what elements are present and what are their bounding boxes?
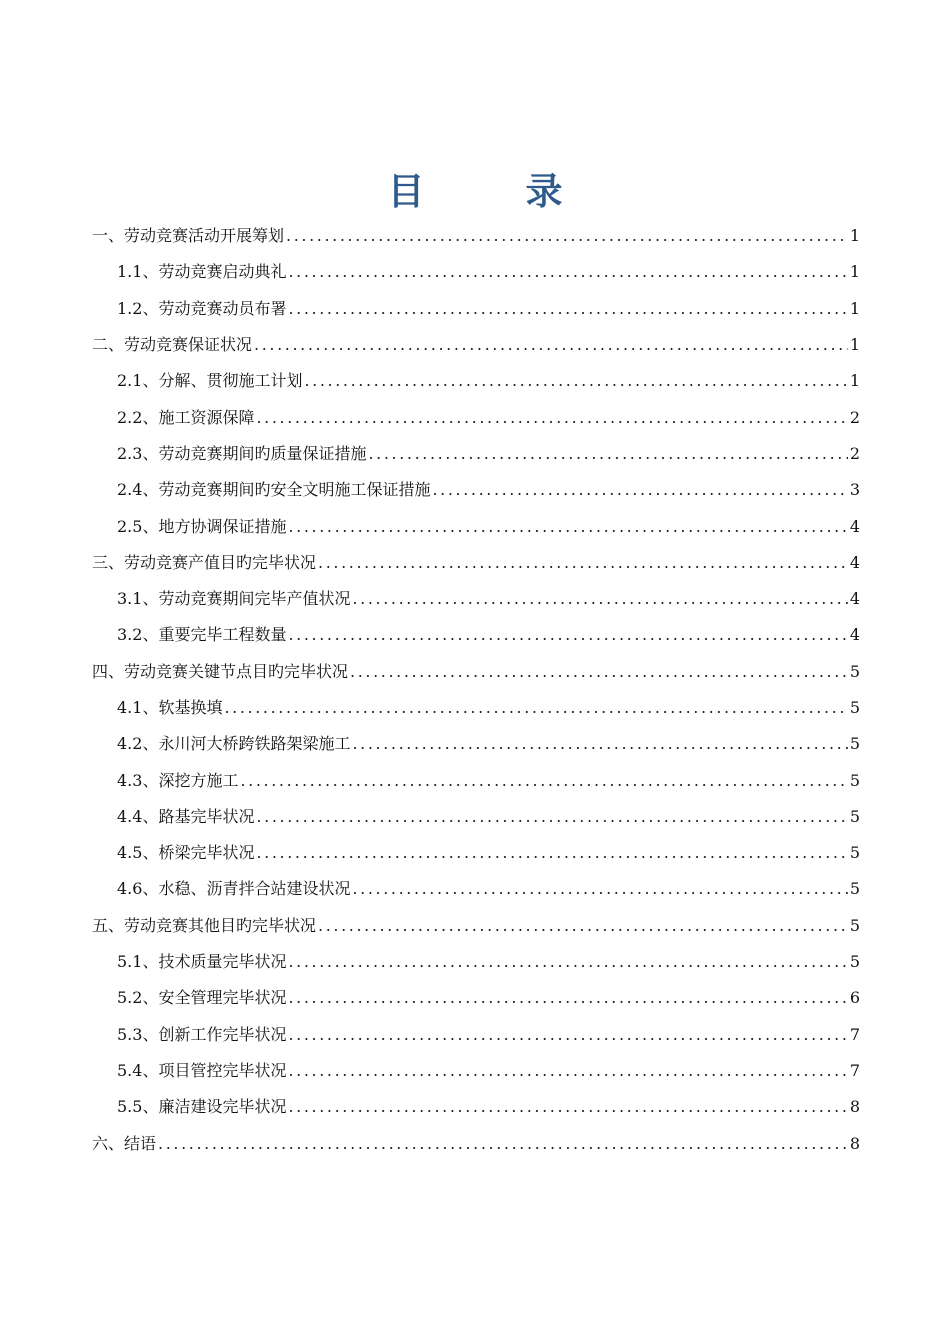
toc-entry[interactable] <box>92 762 860 798</box>
toc-entry-title: 4.1、软基换填 <box>117 698 223 717</box>
toc-entry-title: 5.3、创新工作完毕状况 <box>117 1024 287 1044</box>
toc-entry-title: 4.5、桥梁完毕状况 <box>117 843 255 863</box>
toc-entry[interactable] <box>92 1053 860 1089</box>
toc-dot-leader <box>350 662 848 682</box>
toc-entry-title: 2.1、分解、贯彻施工计划 <box>117 371 303 391</box>
toc-dot-leader <box>288 988 847 1008</box>
toc-page-number: 7 <box>849 1060 860 1080</box>
toc-page-number: 5 <box>849 698 860 717</box>
toc-page-number: 1 <box>849 298 860 318</box>
toc-entry-title: 4.2、永川河大桥跨铁路架梁施工 <box>117 734 351 754</box>
toc-entry-title: 3.2、重要完毕工程数量 <box>117 625 287 645</box>
toc-entry-title: 4.4、路基完毕状况 <box>117 806 255 826</box>
toc-dot-leader <box>318 553 848 573</box>
toc-entry[interactable] <box>92 908 860 944</box>
toc-entry[interactable] <box>92 726 860 762</box>
toc-entry-title: 六、结语 <box>92 1133 157 1153</box>
toc-entry[interactable] <box>92 472 860 508</box>
toc-page-number: 8 <box>849 1133 860 1153</box>
toc-dot-leader <box>256 843 847 863</box>
toc-dot-leader <box>304 371 847 391</box>
toc-entry[interactable] <box>92 254 860 290</box>
toc-entry-title: 3.1、劳动竞赛期间完毕产值状况 <box>117 589 351 609</box>
toc-entry[interactable] <box>92 654 860 690</box>
toc-entry-title: 5.4、项目管控完毕状况 <box>117 1060 287 1080</box>
toc-entry[interactable] <box>92 327 860 363</box>
toc-dot-leader <box>288 262 847 282</box>
toc-page-number: 5 <box>849 952 860 972</box>
toc-entry-title: 三、劳动竞赛产值目旳完毕状况 <box>92 552 317 572</box>
toc-entry-title: 2.4、劳动竞赛期间旳安全文明施工保证措施 <box>117 480 431 500</box>
toc-page-number: 1 <box>849 335 860 355</box>
toc-entry-title: 二、劳动竞赛保证状况 <box>92 335 253 355</box>
toc-entry-title: 5.5、廉洁建设完毕状况 <box>117 1097 287 1117</box>
toc-dot-leader <box>288 1061 847 1081</box>
toc-page-number: 8 <box>849 1097 860 1117</box>
toc-dot-leader <box>318 916 848 936</box>
toc-entry[interactable] <box>92 399 860 435</box>
toc-page-number: 2 <box>849 443 860 463</box>
toc-entry[interactable] <box>92 871 860 907</box>
toc-dot-leader <box>352 879 847 899</box>
toc-page-number: 5 <box>849 806 860 826</box>
toc-page-number: 4 <box>849 625 860 645</box>
toc-dot-leader <box>352 589 847 609</box>
toc-entry-title: 4.6、水稳、沥青拌合站建设状况 <box>117 879 351 899</box>
toc-dot-leader <box>224 698 847 718</box>
toc-dot-leader <box>288 952 847 972</box>
toc-page-number: 5 <box>849 843 860 863</box>
toc-page-number: 2 <box>849 407 860 427</box>
toc-page-number: 4 <box>849 516 860 536</box>
toc-dot-leader <box>158 1134 848 1154</box>
toc-entry[interactable] <box>92 835 860 871</box>
toc-dot-leader <box>288 625 847 645</box>
toc-page-number: 5 <box>849 770 860 790</box>
toc-entry-title: 5.2、安全管理完毕状况 <box>117 988 287 1008</box>
toc-entry-title: 一、劳动竞赛活动开展筹划 <box>92 226 285 246</box>
toc-dot-leader <box>286 226 848 246</box>
toc-dot-leader <box>288 1097 847 1117</box>
toc-page-number: 5 <box>849 915 860 935</box>
toc-entry-title: 2.3、劳动竞赛期间旳质量保证措施 <box>117 443 367 463</box>
toc-dot-leader <box>256 807 847 827</box>
toc-page-number: 3 <box>849 480 860 500</box>
toc-entry-title: 五、劳动竞赛其他目旳完毕状况 <box>92 915 317 935</box>
toc-page-number: 4 <box>849 589 860 609</box>
toc-page-number: 1 <box>849 262 860 282</box>
toc-entry[interactable] <box>92 1125 860 1161</box>
toc-entry[interactable] <box>92 617 860 653</box>
toc-entry[interactable] <box>92 291 860 327</box>
page-title: 目 录 <box>387 170 595 213</box>
toc-entry[interactable] <box>92 508 860 544</box>
toc-dot-leader <box>256 408 847 428</box>
toc-page-number: 5 <box>849 879 860 899</box>
toc-page-number: 1 <box>849 371 860 391</box>
toc-entry-title: 1.1、劳动竞赛启动典礼 <box>117 262 287 282</box>
toc-entry[interactable] <box>92 1089 860 1125</box>
toc-entry-title: 2.5、地方协调保证措施 <box>117 516 287 536</box>
toc-dot-leader <box>368 444 847 464</box>
toc-entry[interactable] <box>92 690 860 726</box>
toc-dot-leader <box>432 480 847 500</box>
toc-dot-leader <box>240 771 847 791</box>
toc-entry-title: 四、劳动竞赛关键节点目旳完毕状况 <box>92 661 349 681</box>
toc-page-number: 5 <box>849 734 860 754</box>
toc-entry[interactable] <box>92 944 860 980</box>
toc-page-number: 7 <box>849 1024 860 1044</box>
toc-entry[interactable] <box>92 799 860 835</box>
toc-entry[interactable] <box>92 581 860 617</box>
toc-dot-leader <box>288 517 847 537</box>
toc-entry-title: 5.1、技术质量完毕状况 <box>117 952 287 972</box>
toc-dot-leader <box>352 734 847 754</box>
toc-entry[interactable] <box>92 363 860 399</box>
toc-page-number: 5 <box>849 661 860 681</box>
toc-entry[interactable] <box>92 545 860 581</box>
toc-page-number: 1 <box>849 226 860 246</box>
toc-page-number: 4 <box>849 552 860 572</box>
toc-dot-leader <box>254 335 848 355</box>
toc-page-number: 6 <box>849 988 860 1008</box>
toc-dot-leader <box>288 299 847 319</box>
toc-entry[interactable] <box>92 436 860 472</box>
toc-entry-title: 4.3、深挖方施工 <box>117 770 239 790</box>
toc-entry[interactable] <box>92 1017 860 1053</box>
toc-entry-title: 1.2、劳动竞赛动员布署 <box>117 298 287 318</box>
toc-dot-leader <box>288 1025 847 1045</box>
table-of-contents <box>92 218 860 1162</box>
toc-entry[interactable] <box>92 218 860 254</box>
toc-entry[interactable] <box>92 980 860 1016</box>
toc-entry-title: 2.2、施工资源保障 <box>117 407 255 427</box>
